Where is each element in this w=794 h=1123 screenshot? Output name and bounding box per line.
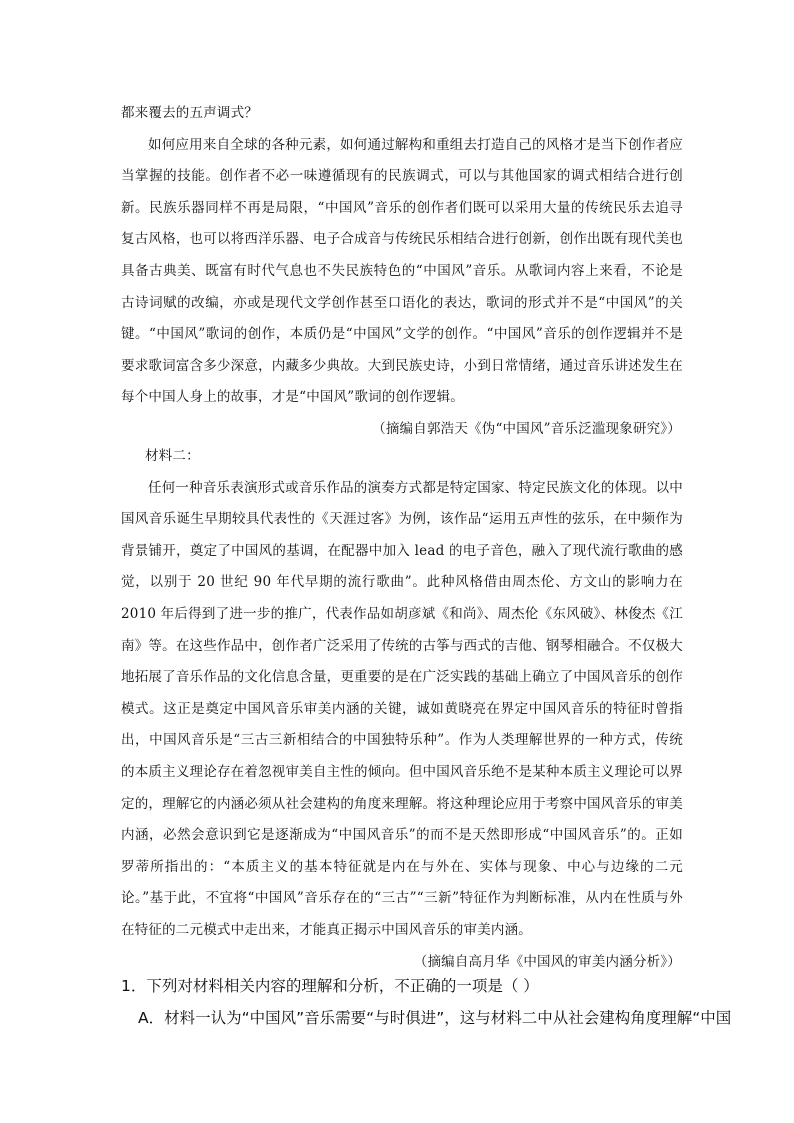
- continuation-line: 都来覆去的五声调式？: [121, 105, 258, 121]
- material-two-source: （摘编自高月华《中国风的审美内涵分析》）: [413, 953, 681, 970]
- question-stem: 1．下列对材料相关内容的理解和分析，不正确的一项是（ ）: [121, 977, 539, 995]
- material-two-paragraph: 任何一种音乐表演形式或音乐作品的演奏方式都是特定国家、特定民族文化的体现。以中国风音乐诞生早期较具代表性的《天涯过客》为例，该作品“运用五声性的弦乐，在中频作为背景铺开，奠定了中国风的基调，在配器中加入 lead 的电子音色，融入了现代流行歌曲的感觉，以别于 20 世纪 90 年代早期的流行歌曲”。此种风格借由周杰伦、方文山的影响力在 2010 年后得到了进一步的推广，代表作品如胡彦斌《和尚》、周杰伦《东风破》、林俊杰《江南》等。在这些作品中，创作者广泛采用了传统的古筝与西式的吉他、钢琴相融合。不仅极大地拓展了音乐作品的文化信息含量，更重要的是在广泛实践的基础上确立了中国风音乐的创作模式。这正是奠定中国风音乐审美内涵的关键，诚如黄晓亮在界定中国风音乐的特征时曾指出，中国风音乐是“三古三新相结合的中国独特乐种”。作为人类理解世界的一种方式，传统的本质主义理论存在着忽视审美自主性的倾向。但中国风音乐绝不是某种本质主义理论可以界定的，理解它的内涵必须从社会建构的角度来理解。将这种理论应用于考察中国风音乐的审美内涵，必然会意识到它是逐渐成为“中国风音乐”的而不是天然即形成“中国风音乐”的。正如罗蒂所指出的：“本质主义的基本特征就是内在与外在、实体与现象、中心与边缘的二元论。”基于此，不宜将“中国风”音乐存在的“三古”“三新”特征作为判断标准，从内在性质与外在特征的二元模式中走出来，才能真正揭示中国风音乐的审美内涵。: [121, 479, 683, 938]
- option-a: A．材料一认为“中国风”音乐需要“与时俱进”，这与材料二中从社会建构角度理解“中国: [138, 1009, 732, 1027]
- material-two: [121, 441, 683, 978]
- material-one-paragraph: 如何应用来自全球的各种元素，如何通过解构和重组去打造自己的风格才是当下创作者应当掌握的技能。创作者不必一味遵循现有的民族调式，可以与其他国家的调式相结合进行创新。民族乐器同样不再是局限，“中国风”音乐的创作者们既可以采用大量的传统民乐去追寻复古风格，也可以将西洋乐器、电子合成音与传统民乐相结合进行创新，创作出既有现代美也具备古典美、既富有时代气息也不失民族特色的“中国风”音乐。从歌词内容上来看，不论是古诗词赋的改编，亦或是现代文学创作甚至口语化的表达，歌词的形式并不是“中国风”的关键。“中国风”歌词的创作，本质仍是“中国风”文学的创作。“中国风”音乐的创作逻辑并不是要求歌词富含多少深意，内藏多少典故。大到民族史诗，小到日常情绪，通过音乐讲述发生在每个中国人身上的故事，才是“中国风”歌词的创作逻辑。: [121, 136, 683, 406]
- material-one-source: （摘编自郭浩天《伪“中国风”音乐泛滥现象研究》）: [372, 420, 681, 437]
- material-two-label: 材料二：: [145, 448, 200, 464]
- material-one-tail: [121, 98, 683, 446]
